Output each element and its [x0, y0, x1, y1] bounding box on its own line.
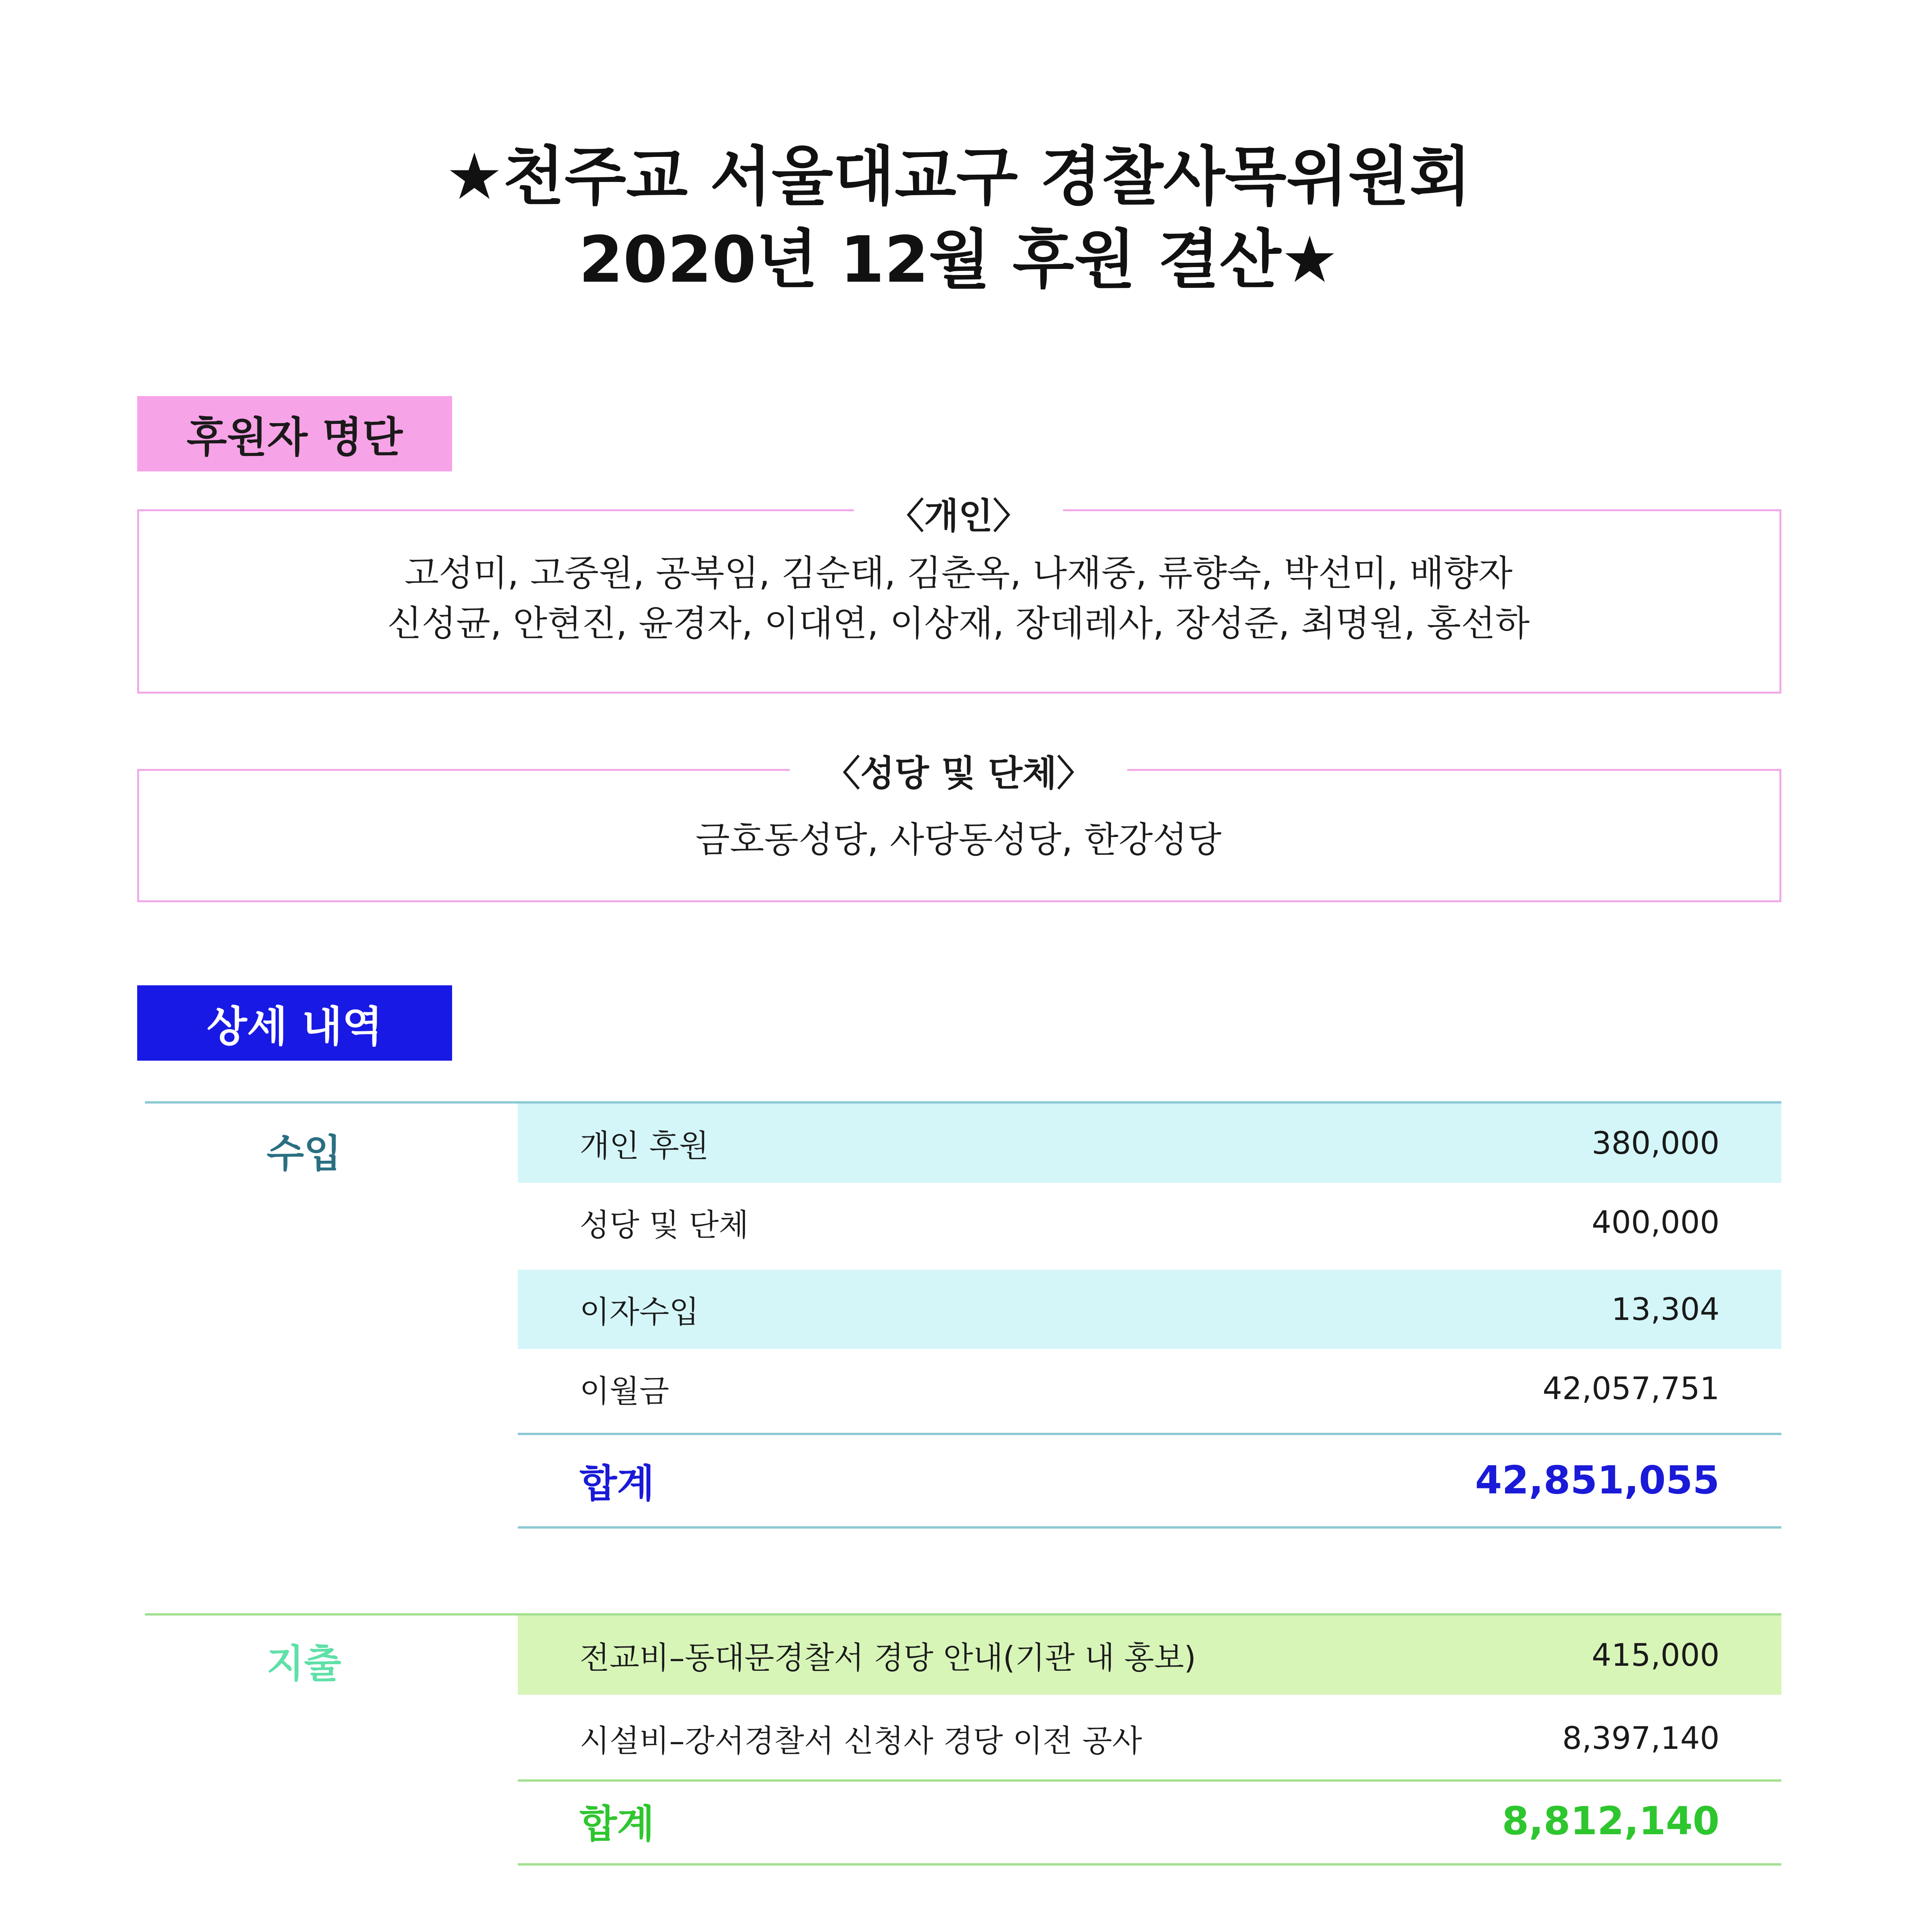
income-row-label: 이월금: [580, 1373, 669, 1409]
groups-heading-text: 〈성당 및 단체〉: [790, 753, 1127, 794]
income-row-label: 개인 후원: [580, 1128, 709, 1164]
income-row-value: 380,000: [1592, 1125, 1720, 1161]
expense-category-label: 지출: [267, 1641, 342, 1686]
income-total-rule-top: [518, 1433, 1781, 1435]
expense-total-rule-bottom: [518, 1863, 1781, 1866]
income-total-label: 합계: [580, 1461, 655, 1506]
individual-heading-text: 〈개인〉: [854, 495, 1063, 537]
expense-row-value: 8,397,140: [1562, 1720, 1720, 1756]
income-row: [518, 1349, 1781, 1428]
income-total-value: 42,851,055: [1475, 1458, 1720, 1503]
income-row-value: 42,057,751: [1542, 1371, 1720, 1406]
expense-total-label: 합계: [580, 1801, 655, 1847]
income-row: [518, 1104, 1781, 1183]
expense-total-row: [518, 1782, 1781, 1859]
income-row: [518, 1270, 1781, 1349]
individual-donors-line2: 신성균, 안현진, 윤경자, 이대연, 이상재, 장데레사, 장성준, 최명원, 홍선하: [387, 603, 1530, 644]
expense-row-value: 415,000: [1592, 1637, 1720, 1673]
income-category-label: 수입: [267, 1131, 342, 1176]
individual-heading: [0, 488, 1917, 539]
expense-row-label: 전교비–동대문경찰서 경당 안내(기관 내 홍보): [580, 1640, 1196, 1676]
details-tag: 상세 내역: [137, 985, 452, 1061]
income-total-row: [518, 1437, 1781, 1524]
expense-row: [518, 1616, 1781, 1695]
groups-heading: [0, 745, 1917, 796]
income-row-label: 성당 및 단체: [580, 1207, 749, 1243]
income-row-value: 13,304: [1611, 1291, 1720, 1327]
donors-tag: 후원자 명단: [137, 396, 452, 471]
individual-donors-line1: 고성미, 고중원, 공복임, 김순태, 김춘옥, 나재중, 류향숙, 박선미, 배향자: [404, 553, 1513, 594]
expense-row-label: 시설비–강서경찰서 신청사 경당 이전 공사: [580, 1723, 1142, 1759]
expense-row: [518, 1699, 1781, 1778]
group-donors-line1: 금호동성당, 사당동성당, 한강성당: [695, 819, 1222, 861]
income-row: [518, 1183, 1781, 1262]
page-title-line2: 2020년 12월 후원 결산★: [578, 223, 1339, 297]
expense-total-rule-top: [518, 1779, 1781, 1782]
page-title-line1: ★천주교 서울대교구 경찰사목위원회: [446, 139, 1471, 214]
income-total-rule-bottom: [518, 1526, 1781, 1529]
income-row-label: 이자수입: [580, 1294, 699, 1330]
expense-total-value: 8,812,140: [1502, 1798, 1720, 1844]
income-row-value: 400,000: [1592, 1204, 1720, 1240]
